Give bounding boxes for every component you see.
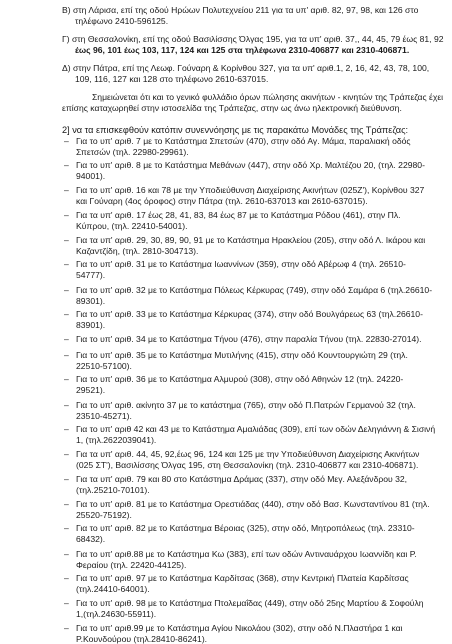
list-item-line-1: Για το υπ' αριθ. 35 με το Κατάστημα Μυτιλήνης (415), στην οδό Κουντουργιώτη 29 (τηλ.: [76, 350, 408, 360]
list-item-line-1: Για το υπ' αριθ. 32 με το Κατάστημα Πόλεως Κέρκυρας (749), στην οδό Σαμάρα 6 (τηλ.26610-: [76, 285, 433, 295]
list-item-line-2: Ρ.Κουνδούρου (τηλ.28410-86241).: [76, 634, 208, 644]
note-line-2: επίσης καταχωρηθεί στην ιστοσελίδα της Τράπεζας, στην ως άνω ηλεκτρονική διεύθυνση.: [62, 103, 402, 113]
list-item-line-2: Κύπρου, (τηλ. 22410-54001).: [76, 221, 188, 231]
bullet-marker: –: [64, 285, 69, 295]
list-item-line-2: 22510-57100).: [76, 361, 132, 371]
bullet-marker: –: [64, 499, 69, 509]
section-g-line-1: Γ) στη Θεσσαλονίκη, επί της οδού Βασιλίσσης Όλγας 195, για τα υπ' αριθ. 37,, 44, 45, 79 έως 81, 92: [62, 34, 444, 44]
list-item-line-1: Για το υπ' αριθ. 82 με το Κατάστημα Βέροιας (325), στην οδό, Μητροπόλεως (τηλ. 23310-: [76, 523, 415, 533]
list-item-line-2: 1,(τηλ.24630-55911).: [76, 609, 157, 619]
bullet-marker: –: [64, 210, 69, 220]
list-item-line-1: Για τα υπ' αριθ. 44, 45, 92,έως 96, 124 και 125 με την Υποδιεύθυνση Διαχείρισης Ακινήτων: [76, 449, 420, 459]
section-b-line-1: Β) στη Λάρισα, επί της οδού Ηρώων Πολυτεχνείου 211 για τα υπ' αριθ. 82, 97, 98, και 126 στο: [62, 5, 419, 15]
list-item-line-1: Για το υπ' αριθ. 16 και 78 με την Υποδιεύθυνση Διαχείρισης Ακινήτων (025Ζ'), Κορίνθου 327: [76, 185, 425, 195]
list-item-line-2: 94001).: [76, 171, 106, 181]
list-item-line-2: 1, (τηλ.2622039041).: [76, 435, 157, 445]
list-item-line-2: Φεραίου (τηλ. 22420-44125).: [76, 560, 187, 570]
list-item-line-1: Για το υπ' αριθ. 36 με το Κατάστημα Αλμυρού (308), στην οδό Αθηνών 12 (τηλ. 24220-: [76, 374, 404, 384]
list-item-line-2: 54777).: [76, 270, 106, 280]
bullet-marker: –: [64, 549, 69, 559]
list-item-line-2: Σπετσών (τηλ. 22980-29961).: [76, 147, 189, 157]
list-item-line-1: Για τα υπ' αριθ. 29, 30, 89, 90, 91 με το Κατάστημα Ηρακλείου (205), στην οδό Λ. Ικάρου και: [76, 235, 426, 245]
list-item-line-2: (025 ΣΤ'), Βασιλίσσης Όλγας 195, στη Θεσσαλονίκη (τηλ. 2310-406877 και 2310-406871).: [76, 460, 419, 470]
note-line-1: Σημειώνεται ότι και το γενικό φυλλάδιο όρων πώλησης ακινήτων - κινητών της Τράπεζας έχει: [92, 92, 444, 102]
bullet-marker: –: [64, 424, 69, 434]
list-item-line-1: Για το υπ' αριθ.99 με το Κατάστημα Αγίου Νικολάου (302), στην οδό Ν.Πλαστήρα 1 και: [76, 623, 403, 633]
list-item-line-1: Για το υπ' αριθ. 31 με το Κατάστημα Ιωαννίνων (359), στην οδό Αβέρωφ 4 (τηλ. 26510-: [76, 259, 406, 269]
list-item-line-1: Για το υπ' αριθ.88 με το Κατάστημα Κω (383), επί των οδών Αντιναυάρχου Ιωαννίδη και Ρ.: [76, 549, 417, 559]
section-d-line-1: Δ) στην Πάτρα, επί της Λεωφ. Γούναρη & Κορίνθου 327, για τα υπ' αριθ.1, 2, 16, 42, 43, 78, 100,: [62, 63, 430, 73]
bullet-marker: –: [64, 523, 69, 533]
list-item-line-2: 68432).: [76, 534, 106, 544]
list-item-line-1: Για το υπ' αριθ. 98 με το Κατάστημα Πτολεμαΐδας (449), στην οδό 25ης Μαρτίου & Σοφούλη: [76, 598, 424, 608]
list-item-line-1: Για τα υπ' αριθ. 17 έως 28, 41, 83, 84 έως 87 με το Κατάστημα Ρόδου (461), στην Πλ.: [76, 210, 401, 220]
section-d-line-2: 109, 116, 127 και 128 στο τηλέφωνο 2610-637015.: [75, 74, 269, 84]
bullet-marker: –: [64, 374, 69, 384]
list-item-line-1: Για το υπ' αριθ. 34 με το Κατάστημα Τήνου (476), στην παραλία Τήνου (τηλ. 22830-27014).: [76, 334, 422, 344]
bullet-marker: –: [64, 235, 69, 245]
list-item-line-2: Καζαντζίδη, (τηλ. 2810-304713).: [76, 246, 199, 256]
section-g-line-2: έως 96, 101 έως 103, 117, 124 και 125 στα τηλέφωνα 2310-406877 και 2310-406871.: [75, 45, 410, 55]
bullet-marker: –: [64, 259, 69, 269]
bullet-marker: –: [64, 598, 69, 608]
section-b-line-2: τηλέφωνο 2410-596125.: [75, 16, 169, 26]
list-item-line-1: Για τα υπ' αριθ. 79 και 80 στο Κατάστημα Δράμας (337), στην οδό Μεγ. Αλεξάνδρου 32,: [76, 474, 408, 484]
list-item-line-2: και Γούναρη (4ος όροφος) στην Πάτρα (τηλ. 2610-637013 και 2610-637015).: [76, 196, 368, 206]
list-item-line-2: 83901).: [76, 320, 106, 330]
list-item-line-1: Για το υπ' αριθ. 33 με το Κατάστημα Κέρκυρας (374), στην οδό Βουλγάρεως 63 (τηλ.26610-: [76, 309, 423, 319]
list-item-line-1: Για το υπ' αριθ. ακίνητο 37 με το κατάστημα (765), στην οδό Π.Πατρών Γερμανού 32 (τηλ.: [76, 400, 416, 410]
bullet-marker: –: [64, 623, 69, 633]
list-item-line-1: Για το υπ' αριθ. 97 με το Κατάστημα Καρδίτσας (368), στην Κεντρική Πλατεία Καρδίτσας: [76, 573, 409, 583]
list-item-line-2: (τηλ.24410-64001).: [76, 584, 150, 594]
bullet-marker: –: [64, 309, 69, 319]
list-item-line-1: Για το υπ' αριθ. 81 με το Κατάστημα Ορεστιάδας (440), στην οδό Βασ. Κωνσταντίνου 81 (τηλ.: [76, 499, 430, 509]
bullet-marker: –: [64, 185, 69, 195]
list-item-line-2: 29521).: [76, 385, 106, 395]
bullet-marker: –: [64, 350, 69, 360]
bullet-marker: –: [64, 573, 69, 583]
list-item-line-1: Για το υπ' αριθ. 7 με το Κατάστημα Σπετσών (470), στην οδό Αγ. Μάμα, παραλιακή οδός: [76, 136, 411, 146]
bullet-marker: –: [64, 449, 69, 459]
bullet-marker: –: [64, 334, 69, 344]
list-item-line-2: 89301).: [76, 296, 106, 306]
list-item-line-2: (τηλ.25210-70101).: [76, 485, 150, 495]
bullet-marker: –: [64, 160, 69, 170]
bullet-marker: –: [64, 136, 69, 146]
list-item-line-2: 23510-45271).: [76, 411, 132, 421]
bullet-marker: –: [64, 400, 69, 410]
list-item-line-1: Για το υπ' αριθ 42 και 43 με το Κατάστημα Αμαλιάδας (309), επί των οδών Δεληγιάννη & Σισινή: [76, 424, 436, 434]
section-2-heading: 2] να τα επισκεφθούν κατόπιν συνεννόησης με τις παρακάτω Μονάδες της Τράπεζας:: [62, 125, 409, 135]
list-item-line-2: 25520-75192).: [76, 510, 132, 520]
list-item-line-1: Για το υπ' αριθ. 8 με το Κατάστημα Μεθάνων (447), στην οδό Χρ. Μαλτέζου 20, (τηλ. 22980-: [76, 160, 425, 170]
bullet-marker: –: [64, 474, 69, 484]
